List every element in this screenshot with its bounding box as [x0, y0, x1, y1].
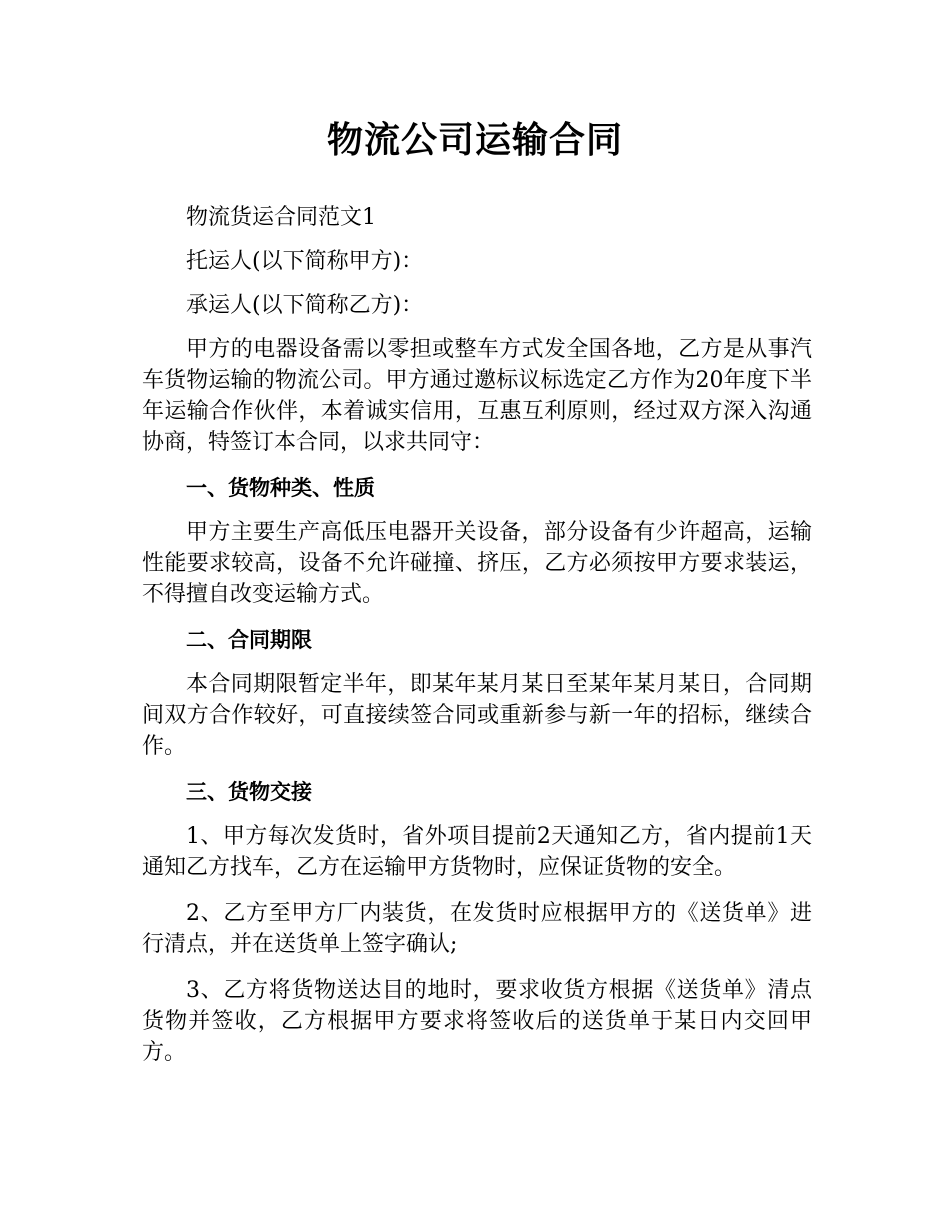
- shipper-line: 托运人(以下简称甲方)：: [186, 249, 424, 274]
- section-paragraph: 甲方主要生产高低压电器开关设备，部分设备有少许超高，运输性能要求较高，设备不允许碰撞、挤压，乙方必须按甲方要求装运，不得擅自改变运输方式。: [142, 520, 812, 607]
- document-body: [142, 202, 812, 1083]
- document-subtitle: 物流货运合同范文1: [186, 205, 376, 230]
- section-paragraph: 3、乙方将货物送达目的地时，要求收货方根据《送货单》清点货物并签收，乙方根据甲方要求将签收后的送货单于某日内交回甲方。: [142, 978, 812, 1065]
- intro-paragraph: 甲方的电器设备需以零担或整车方式发全国各地，乙方是从事汽车货物运输的物流公司。甲方通过邀标议标选定乙方作为20年度下半年运输合作伙伴，本着诚实信用，互惠互利原则，经过双方深入沟通协商，特签订本合同，以求共同守：: [142, 337, 812, 455]
- section-goods-handover: [142, 777, 812, 1068]
- section-paragraph: 1、甲方每次发货时，省外项目提前2天通知乙方，省内提前1天通知乙方找车，乙方在运输甲方货物时，应保证货物的安全。: [142, 824, 812, 880]
- section-paragraph: 本合同期限暂定半年，即某年某月某日至某年某月某日，合同期间双方合作较好，可直接续签合同或重新参与新一年的招标，继续合作。: [142, 672, 812, 759]
- section-goods-type: [142, 473, 812, 610]
- section-heading: 一、货物种类、性质: [186, 476, 375, 500]
- section-heading: 三、货物交接: [186, 780, 312, 804]
- document-title: 物流公司运输合同: [326, 120, 623, 161]
- carrier-line: 承运人(以下简称乙方)：: [186, 293, 424, 318]
- section-contract-term: [142, 625, 812, 762]
- section-paragraph: 2、乙方至甲方厂内装货，在发货时应根据甲方的《送货单》进行清点，并在送货单上签字确认;: [142, 901, 812, 957]
- section-heading: 二、合同期限: [186, 628, 312, 652]
